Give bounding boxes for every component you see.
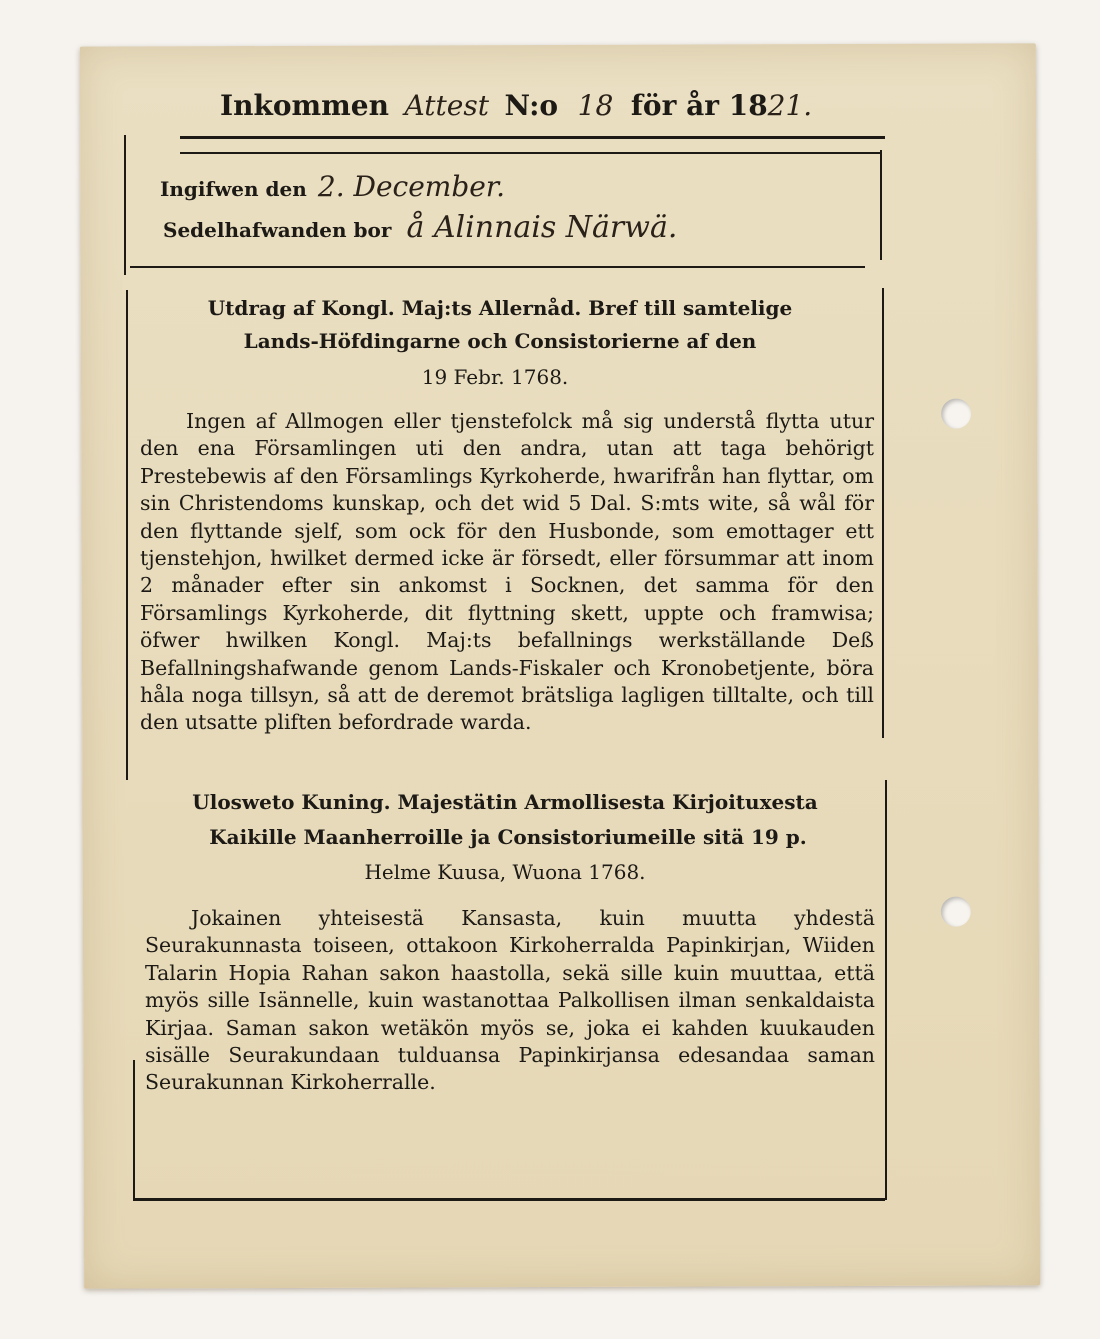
header-number-label: N:o [504, 89, 559, 122]
punch-hole-top [941, 399, 971, 429]
rule-right-reg [880, 150, 882, 260]
residence-row [163, 210, 677, 245]
finnish-title-line3: Helme Kuusa, Wuona 1768. [364, 860, 646, 884]
finnish-title-line1: Ulosweto Kuning. Majestätin Armollisesta Kirjoituxesta [192, 790, 818, 814]
header-year-label: för år 18 [630, 89, 768, 122]
rule-bottom [133, 1198, 885, 1201]
rule-right-swedish [882, 288, 884, 738]
rule-left-finnish [133, 1060, 135, 1200]
header-doc-handwritten: Attest [404, 89, 489, 122]
punch-hole-bottom [941, 897, 971, 927]
swedish-body: Ingen af Allmogen eller tjenstefolck må sig understå flytta utur den ena Församlingen uti den andra, utan att taga behörigt Prestebewis af den Församlings Kyrkoherde, hwarifrån han flyttar, om sin Christendoms kunskap, och det wid 5 Dal. S:mts wite, så wål för den flyttande sjelf, som ock för den Husbonde, som emottager ett tjenstehjon, hwilket dermed icke är försedt, eller försummar att inom 2 månader efter sin ankomst i Socknen, det samma för den Församlings Kyrkoherde, dit flyttning skett, uppte och framwisa; öfwer hwilken Kongl. Maj:ts befallnings werkställande Deß Befallningshafwande genom Lands-Fiskaler och Kronobetjente, böra håla noga tillsyn, så att de deremot brätsliga lagligen tilltalte, och till den utsatte pliften befordrade warda. [140, 409, 874, 735]
swedish-title-line3: 19 Febr. 1768. [421, 365, 569, 389]
received-row [160, 170, 505, 203]
rule-reg-bottom [130, 266, 865, 268]
received-label: Ingifwen den [160, 177, 307, 201]
rule-top [180, 136, 885, 139]
rule-reg-top [180, 152, 880, 154]
header-number-handwritten: 18 [577, 89, 614, 122]
header-year-handwritten: 21. [767, 89, 813, 122]
swedish-title-line1: Utdrag af Kongl. Maj:ts Allernåd. Bref till samtelige [207, 296, 793, 320]
residence-value: å Alinnais Närwä. [406, 210, 678, 245]
finnish-body: Jokainen yhteisestä Kansasta, kuin muutta yhdestä Seurakunnasta toiseen, ottakoon Kirkoherralda Papinkirjan, Wiiden Talarin Hopia Rahan sakon haastolla, sekä sille kuin muuttaa, että myös sille Isännelle, kuin wastanottaa Palkollisen ilman senkaldaista Kirjaa. Saman sakon wetäkön myös se, joka ei kahden kuukauden sisälle Seurakundaan tulduansa Papinkirjansa edesandaa saman Seurakunnan Kirkoherralle. [145, 906, 875, 1095]
residence-label: Sedelhafwanden bor [163, 218, 392, 242]
rule-right-finnish [885, 780, 887, 1200]
swedish-title-line2: Lands-Höfdingarne och Consistorierne af den [243, 329, 757, 353]
rule-left-swedish [126, 290, 128, 780]
finnish-title-line2: Kaikille Maanherroille ja Consistoriumeille sitä 19 p. [209, 825, 807, 849]
header [220, 88, 940, 148]
received-value: 2. December. [317, 170, 506, 203]
header-prefix: Inkommen [220, 89, 389, 122]
rule-left-reg [124, 135, 126, 275]
